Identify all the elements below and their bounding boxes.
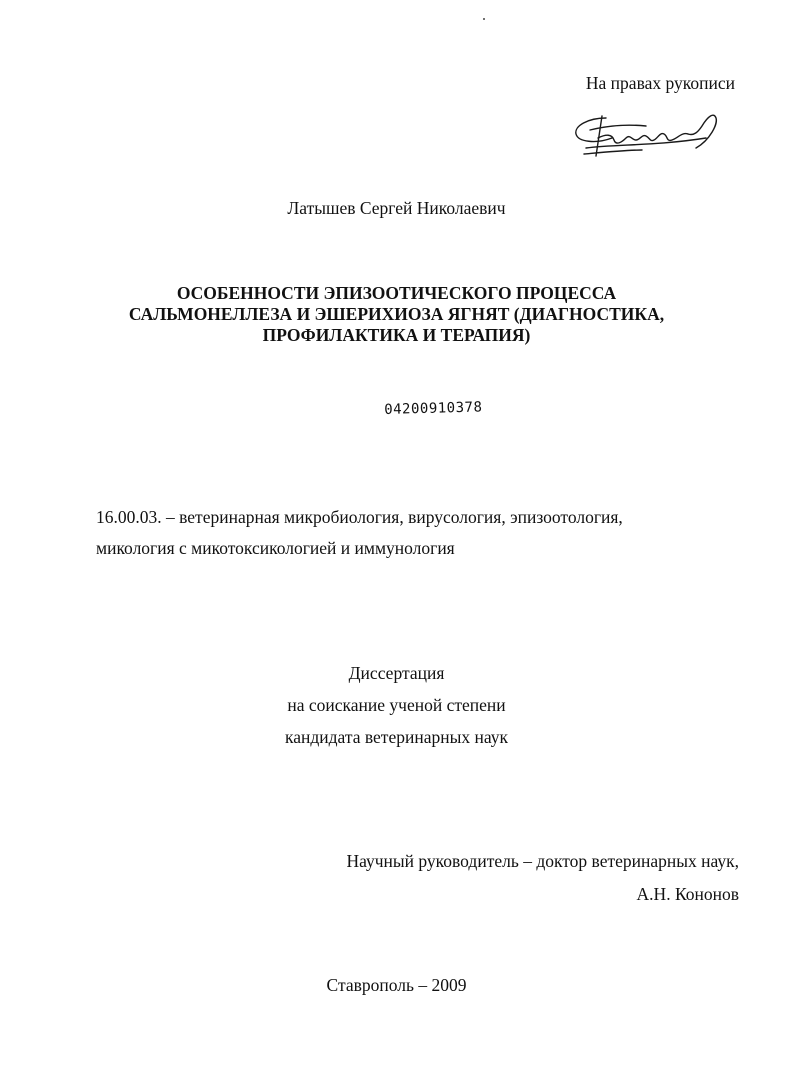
specialty-line-1: 16.00.03. – ветеринарная микробиология, вирусология, эпизоотология, (96, 507, 623, 527)
dissertation-label: Диссертация (348, 663, 445, 683)
degree-line-1: на соискание ученой степени (287, 695, 506, 715)
dissertation-title (0, 283, 793, 346)
stamp-code: 04200910378 (384, 399, 483, 418)
degree-line-2: кандидата ветеринарных наук (285, 727, 508, 747)
supervisor-name: А.Н. Кононов (636, 884, 739, 904)
city-year: Ставрополь – 2009 (326, 975, 467, 995)
signature-image (566, 104, 726, 168)
rights-note: На правах рукописи (585, 73, 735, 93)
supervisor-title: Научный руководитель – доктор ветеринарных наук, (346, 851, 739, 871)
title-line: САЛЬМОНЕЛЛЕЗА И ЭШЕРИХИОЗА ЯГНЯТ (ДИАГНОСТИКА, (128, 304, 665, 324)
specialty-line-2: микология с микотоксикологией и иммунология (96, 538, 455, 558)
author-name: Латышев Сергей Николаевич (287, 198, 506, 218)
title-line: ПРОФИЛАКТИКА И ТЕРАПИЯ) (262, 325, 531, 345)
scan-speck (483, 18, 485, 20)
title-line: ОСОБЕННОСТИ ЭПИЗООТИЧЕСКОГО ПРОЦЕССА (176, 283, 617, 303)
